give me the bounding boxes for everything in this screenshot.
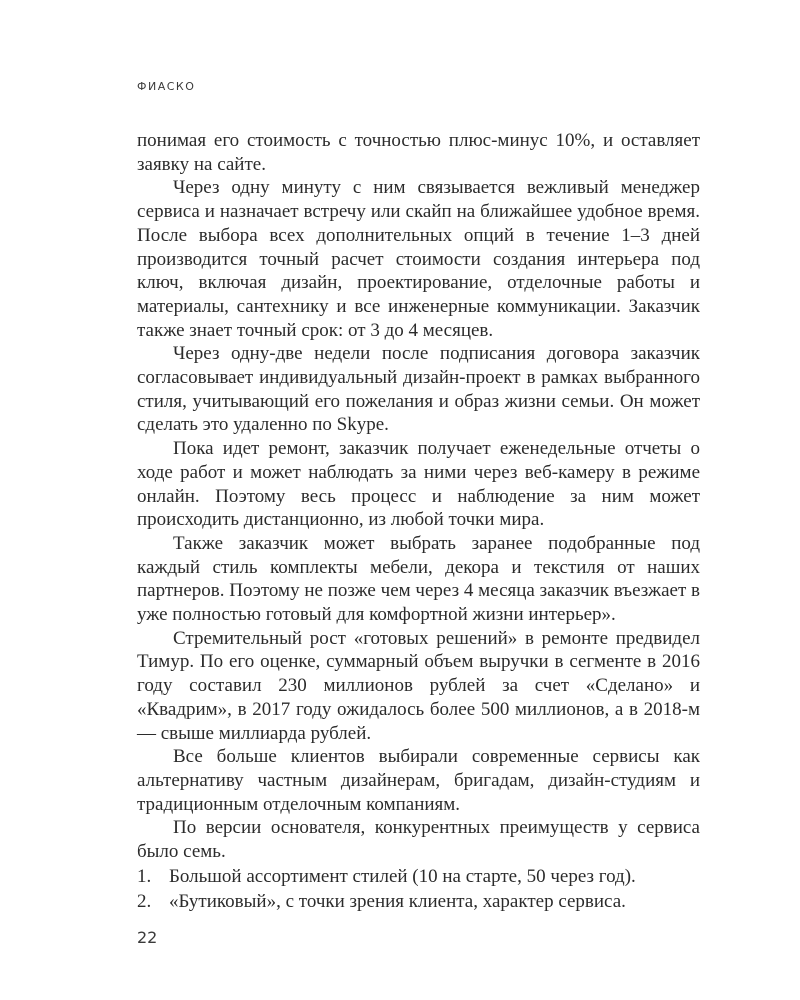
list-item-number: 2. [137, 891, 152, 912]
paragraph: Все больше клиентов выбирали современные сервисы как альтернативу частным дизайнерам, бригадам, дизайн-студиям и традиционным отделочным компаниям. [137, 746, 700, 815]
paragraph-continuation: понимая его стоимость с точностью плюс-минус 10%, и оставляет заявку на сайте. [137, 130, 700, 175]
page-number: 22 [137, 928, 158, 947]
body-text [137, 129, 700, 864]
list-item-number: 1. [137, 866, 152, 887]
paragraph: Через одну минуту с ним связывается вежливый менеджер сервиса и назначает встречу или скайп на ближайшее удобное время. После выбора всех дополнительных опций в течение 1–3 дней производится точный расчет стоимости создания интерьера под ключ, включая дизайн, проектирование, отделочные работы и материалы, сантехнику и все инженерные коммуникации. Заказчик также знает точный срок: от 3 до 4 месяцев. [137, 177, 700, 341]
list-item-text: «Бутиковый», с точки зрения клиента, характер сервиса. [169, 891, 626, 912]
paragraph: Через одну-две недели после подписания договора заказчик согласовывает индивидуальный дизайн-проект в рамках выбранного стиля, учитывающий его пожелания и образ жизни семьи. Он может сделать это удаленно по Skype. [137, 343, 700, 436]
list-item [137, 864, 700, 889]
paragraph: Пока идет ремонт, заказчик получает еженедельные отчеты о ходе работ и может наблюдать за ними через веб-камеру в режиме онлайн. Поэтому весь процесс и наблюдение за ним может происходить дистанционно, из любой точки мира. [137, 438, 700, 531]
list-item [137, 889, 700, 914]
list-item-text: Большой ассортимент стилей (10 на старте, 50 через год). [169, 866, 636, 887]
running-head: ФИАСКО [137, 80, 196, 93]
paragraph: Также заказчик может выбрать заранее подобранные под каждый стиль комплекты мебели, декора и текстиля от наших партнеров. Поэтому не позже чем через 4 месяца заказчик въезжает в уже полностью готовый для комфортной жизни интерьер». [137, 532, 700, 626]
paragraph: По версии основателя, конкурентных преимуществ у сервиса было семь. [137, 817, 700, 863]
advantages-list [137, 864, 700, 914]
paragraph: Стремительный рост «готовых решений» в ремонте предвидел Тимур. По его оценке, суммарный объем выручки в сегменте в 2016 году составил 230 миллионов рублей за счет «Сделано» и «Квадрим», в 2017 году ожидалось более 500 миллионов, а в 2018-м — свыше миллиарда рублей. [137, 627, 700, 744]
